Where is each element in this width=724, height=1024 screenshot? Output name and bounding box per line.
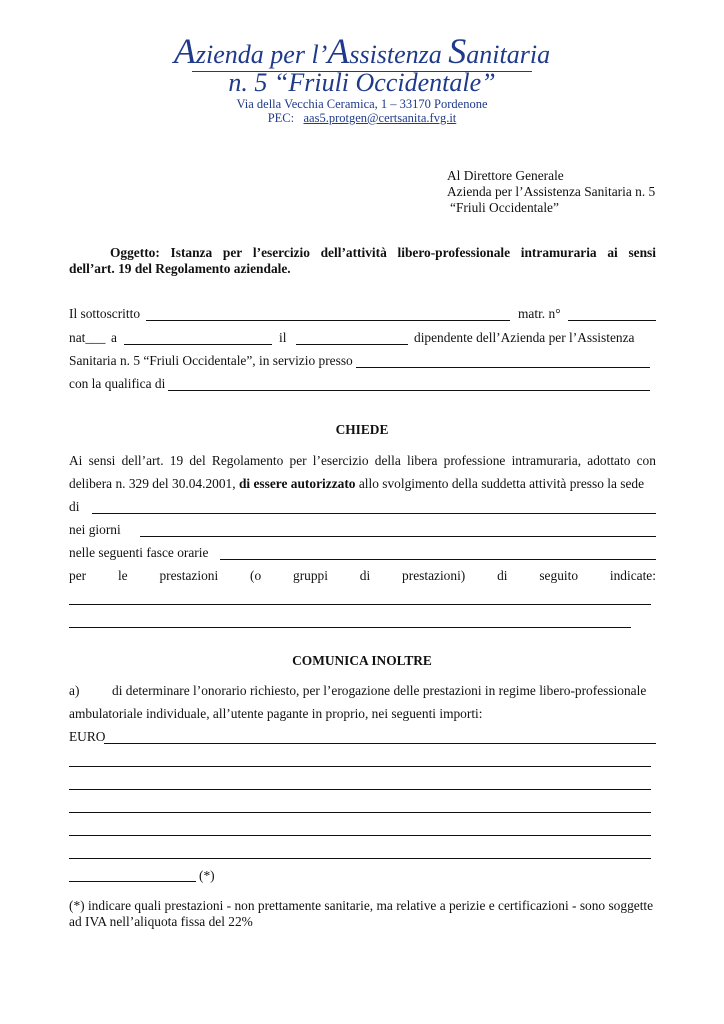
subject-word: Istanza [170,245,213,260]
birthdate-field[interactable] [296,344,408,345]
subject-word: intramuraria [520,245,597,260]
chiede-word: 19 [169,453,184,468]
prestazioni-field-2[interactable] [69,627,631,628]
chiede-word: dell’art. [121,453,164,468]
chiede-heading: CHIEDE [335,422,389,437]
letterhead-pec: PEC: aas5.protgen@certsanita.fvg.it [267,111,457,125]
footnote-line1: (*) indicare quali prestazioni - non prettamente sanitarie, ma relative a perizie e certificazioni - sono soggette [69,898,654,913]
prestazioni-line [69,568,656,584]
qualifica-field[interactable] [168,390,650,391]
importi-field-5[interactable] [69,858,651,859]
servizio-label: Sanitaria n. 5 “Friuli Occidentale”, in servizio presso [69,353,353,368]
il-label: il [279,330,287,345]
item-a-label: a) [69,683,80,698]
euro-field[interactable] [104,743,656,744]
chiede-word: libera [406,453,438,468]
footnote-mark: (*) [199,868,215,883]
prestazioni-word: (o [250,568,262,583]
prestazioni-word: indicate: [609,568,656,583]
prestazioni-word: seguito [539,568,579,583]
chiede-word: della [374,453,401,468]
importi-field-4[interactable] [69,835,651,836]
chiede-word: intramuraria, [511,453,582,468]
subject-word: l’esercizio [252,245,310,260]
item-a-text: di determinare l’onorario richiesto, per l’erogazione delle prestazioni in regime libero-professionale [112,683,647,698]
fasce-field[interactable] [220,559,656,560]
chiede-line1 [69,453,656,469]
fasce-label: nelle seguenti fasce orarie [69,545,209,560]
giorni-label: nei giorni [69,522,121,537]
chiede-word: con [636,453,656,468]
chiede-word: Regolamento [211,453,284,468]
subject-word: per [222,245,243,260]
dipendente-label: dipendente dell’Azienda per l’Assistenza [414,330,635,345]
chiede-word: Ai [69,453,83,468]
sede-label: di [69,499,80,514]
recipient-line3: “Friuli Occidentale” [450,200,559,215]
prestazioni-word: prestazioni) [402,568,466,583]
matr-label: matr. n° [518,306,561,321]
giorni-field[interactable] [140,536,656,537]
recipient-line1: Al Direttore Generale [447,168,564,183]
chiede-word: del [189,453,206,468]
euro-label: EURO [69,729,106,744]
letterhead-title-line2: n. 5 “Friuli Occidentale” [228,68,496,97]
prestazioni-word: le [117,568,128,583]
sede-field[interactable] [92,513,656,514]
a-label: a [111,330,117,345]
subject-label: Oggetto: [110,245,160,260]
prestazioni-word: gruppi [293,568,328,583]
qualifica-label: con la qualifica di [69,376,166,391]
sottoscritto-label: Il sottoscritto [69,306,141,321]
pec-email-link[interactable]: aas5.protgen@certsanita.fvg.it [303,111,457,125]
birthplace-field[interactable] [124,344,272,345]
subject-line1 [110,245,656,261]
letterhead-address: Via della Vecchia Ceramica, 1 – 33170 Pordenone [236,97,488,111]
chiede-word: adottato [587,453,631,468]
footnote-line2: ad IVA nell’aliquota fissa del 22% [69,914,253,929]
letterhead-title-line1: Azienda per l’Assistenza Sanitaria [173,31,551,71]
subject-word: dell’attività [320,245,387,260]
prestazioni-word: prestazioni [159,568,219,583]
importi-field-3[interactable] [69,812,651,813]
item-a-line2: ambulatoriale individuale, all’utente pagante in proprio, nei seguenti importi: [69,706,483,721]
importi-field-1[interactable] [69,766,651,767]
comunica-heading: COMUNICA INOLTRE [292,653,432,668]
prestazioni-field-1[interactable] [69,604,651,605]
servizio-field[interactable] [356,367,650,368]
chiede-word: professione [443,453,506,468]
prestazioni-word: di [497,568,508,583]
matr-field[interactable] [568,320,656,321]
subject-word: libero-professionale [397,245,511,260]
sottoscritto-field[interactable] [146,320,510,321]
recipient-line2: Azienda per l’Assistenza Sanitaria n. 5 [447,184,656,199]
iva-prestazioni-field[interactable] [69,881,196,882]
chiede-word: l’esercizio [312,453,369,468]
importi-field-2[interactable] [69,789,651,790]
subject-line2: dell’art. 19 del Regolamento aziendale. [69,261,291,276]
prestazioni-word: di [359,568,371,583]
chiede-word: sensi [88,453,116,468]
subject-word: sensi [628,245,656,260]
chiede-line2: delibera n. 329 del 30.04.2001, di essere autorizzato allo svolgimento della suddetta attività presso la sede [69,476,645,491]
subject-word: ai [607,245,618,260]
nat-label: nat___ [69,330,106,345]
chiede-word: per [289,453,307,468]
prestazioni-word: per [69,568,87,583]
